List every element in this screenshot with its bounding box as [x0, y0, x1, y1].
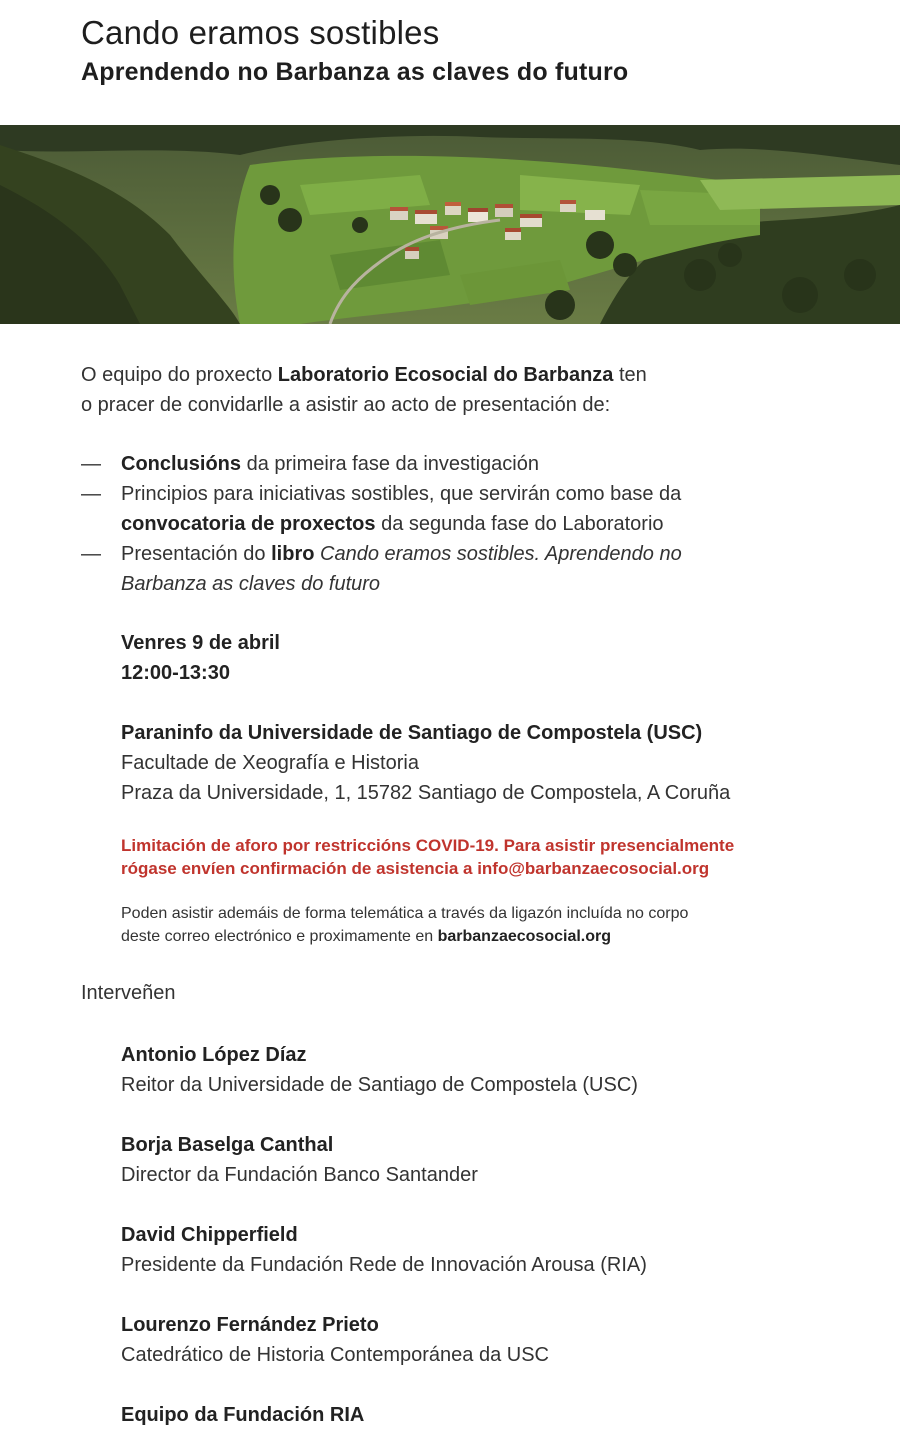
speaker-entry — [121, 1310, 549, 1370]
speaker-role: Reitor da Universidade de Santiago de Compostela (USC) — [121, 1074, 638, 1096]
covid-notice-line1: Limitación de aforo por restriccións COVID-19. Para asistir presencialmente — [121, 836, 735, 855]
agenda-list — [81, 449, 801, 599]
remote-note — [121, 902, 688, 948]
agenda-item-2-text: Principios para iniciativas sostibles, que servirán como base da — [121, 483, 682, 505]
speaker-role: Catedrático de Historia Contemporánea da USC — [121, 1344, 549, 1366]
remote-note-line1: Poden asistir ademáis de forma telemática a través da ligazón incluída no corpo — [121, 905, 689, 922]
event-datetime — [121, 628, 280, 688]
event-address: Praza da Universidade, 1, 15782 Santiago de Compostela, A Coruña — [121, 782, 731, 804]
hero-landscape-image — [0, 125, 900, 324]
page-subtitle: Aprendendo no Barbanza as claves do futuro — [81, 58, 629, 86]
speaker-entry — [121, 1400, 364, 1430]
agenda-item-1-text: da primeira fase da investigación — [241, 453, 539, 475]
event-faculty: Facultade de Xeografía e Historia — [121, 752, 419, 774]
speaker-name: Equipo da Fundación RIA — [121, 1404, 365, 1426]
list-item — [81, 449, 801, 479]
covid-notice-line2: rógase envíen confirmación de asistencia a info@barbanzaecosocial.org — [121, 859, 710, 878]
speaker-entry — [121, 1220, 647, 1280]
speaker-entry — [121, 1130, 478, 1190]
speaker-name: David Chipperfield — [121, 1224, 298, 1246]
speaker-name: Lourenzo Fernández Prieto — [121, 1314, 379, 1336]
speaker-name: Antonio López Díaz — [121, 1044, 307, 1066]
agenda-item-3-text: Presentación do — [121, 543, 272, 565]
event-time: 12:00-13:30 — [121, 662, 230, 684]
page-title: Cando eramos sostibles — [81, 14, 440, 51]
speaker-entry — [121, 1040, 638, 1100]
project-name: Laboratorio Ecosocial do Barbanza — [277, 364, 614, 386]
intro-paragraph — [81, 360, 647, 420]
book-title-line1: Cando eramos sostibles. Aprendendo no — [314, 543, 682, 565]
speaker-role: Presidente da Fundación Rede de Innovación Arousa (RIA) — [121, 1254, 647, 1276]
dash-bullet: — — [81, 543, 101, 565]
speakers-heading: Interveñen — [81, 982, 176, 1004]
event-date: Venres 9 de abril — [121, 632, 280, 654]
agenda-item-1-bold: Conclusións — [121, 453, 242, 475]
covid-notice — [121, 834, 734, 880]
agenda-item-3-bold: libro — [271, 543, 315, 565]
intro-text-pre: O equipo do proxecto — [81, 364, 278, 386]
agenda-item-2-bold: convocatoria de proxectos — [121, 513, 376, 535]
dash-bullet: — — [81, 483, 101, 505]
event-venue: Paraninfo da Universidade de Santiago de Compostela (USC) — [121, 722, 703, 744]
speaker-name: Borja Baselga Canthal — [121, 1134, 334, 1156]
intro-text-post: ten — [613, 364, 647, 386]
agenda-item-2-rest: da segunda fase do Laboratorio — [375, 513, 664, 535]
event-location — [121, 718, 730, 808]
website-link[interactable]: barbanzaecosocial.org — [437, 928, 611, 945]
speaker-role: Director da Fundación Banco Santander — [121, 1164, 478, 1186]
remote-note-line2: deste correo electrónico e proximamente en — [121, 928, 438, 945]
dash-bullet: — — [81, 453, 101, 475]
book-title-line2: Barbanza as claves do futuro — [121, 573, 381, 595]
list-item — [81, 479, 801, 539]
list-item — [81, 539, 801, 599]
intro-text-line2: o pracer de convidarlle a asistir ao acto de presentación de: — [81, 394, 611, 416]
